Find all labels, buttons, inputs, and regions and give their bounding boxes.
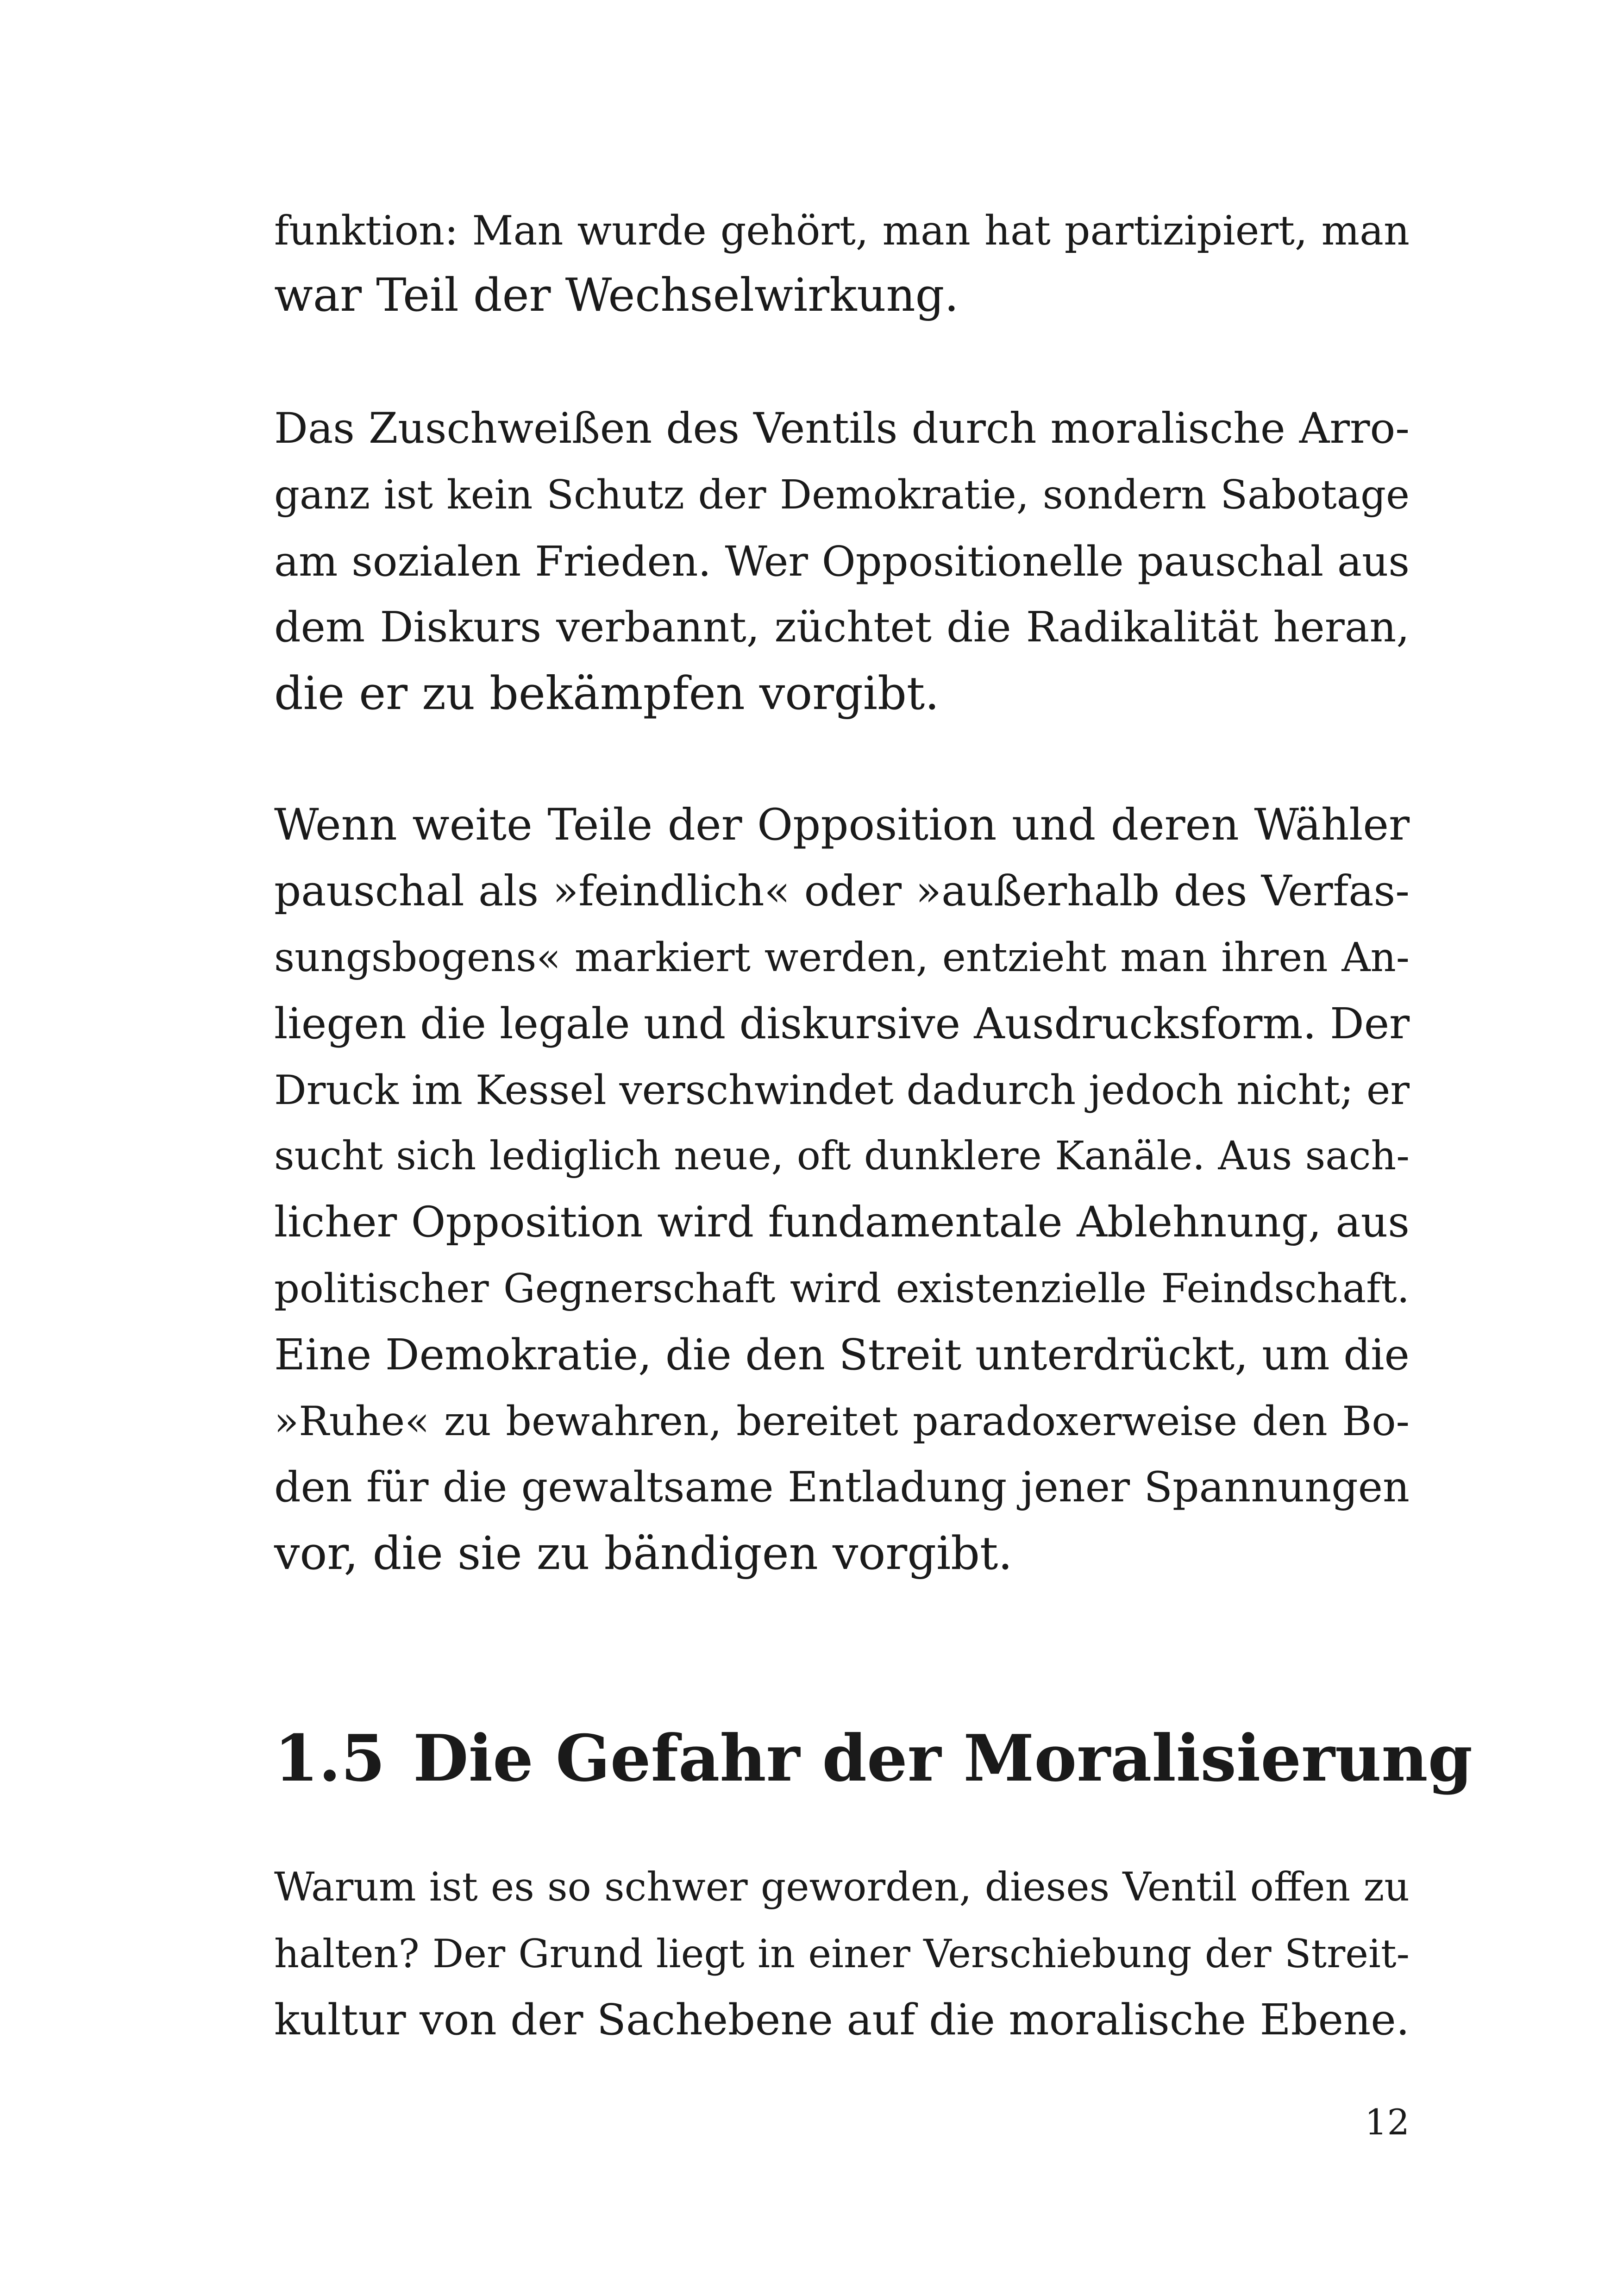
text-line: liegen die legale und diskursive Ausdrucksform. Der	[274, 999, 1410, 1048]
text-line: politischer Gegnerschaft wird existenzielle Feindschaft.	[274, 1266, 1410, 1312]
text-line: halten? Der Grund liegt in einer Verschiebung der Streit-	[274, 1931, 1410, 1976]
text-line: sucht sich lediglich neue, oft dunklere Kanäle. Aus sach-	[274, 1133, 1410, 1179]
text-line: die er zu bekämpfen vorgibt.	[274, 667, 940, 720]
text-line: Wenn weite Teile der Opposition und deren Wähler	[274, 800, 1410, 850]
text-line: ganz ist kein Schutz der Demokratie, sondern Sabotage	[274, 472, 1410, 518]
text-line: Eine Demokratie, die den Streit unterdrückt, um die	[274, 1330, 1410, 1380]
text-line: licher Opposition wird fundamentale Ablehnung, aus	[274, 1198, 1410, 1247]
section-heading	[274, 1719, 1473, 1798]
text-line: Warum ist es so schwer geworden, dieses Ventil offen zu	[274, 1864, 1410, 1910]
text-line: war Teil der Wechselwirkung.	[274, 269, 959, 322]
text-line: sungsbogens« markiert werden, entzieht man ihren An-	[274, 935, 1410, 981]
text-line: den für die gewaltsame Entladung jener Spannungen	[274, 1463, 1410, 1512]
text-line: am sozialen Frieden. Wer Oppositionelle pauschal aus	[274, 537, 1410, 585]
text-line: »Ruhe« zu bewahren, bereitet paradoxerweise den Bo-	[274, 1398, 1410, 1445]
page-number: 12	[1365, 2102, 1410, 2143]
section-number: 1.5	[274, 1720, 386, 1796]
text-line: Druck im Kessel verschwindet dadurch jedoch nicht; er	[274, 1066, 1410, 1114]
text-line: kultur von der Sachebene auf die moralische Ebene.	[274, 1995, 1410, 2045]
text-line: pauschal als »feindlich« oder »außerhalb des Verfas-	[274, 867, 1410, 916]
section-title: Die Gefahr der Moralisierung	[413, 1720, 1473, 1796]
text-line: dem Diskurs verbannt, züchtet die Radikalität heran,	[274, 603, 1410, 652]
text-line: Das Zuschweißen des Ventils durch moralische Arro-	[274, 404, 1410, 453]
text-line: vor, die sie zu bändigen vorgibt.	[274, 1527, 1013, 1580]
text-line: funktion: Man wurde gehört, man hat partizipiert, man	[274, 207, 1410, 254]
